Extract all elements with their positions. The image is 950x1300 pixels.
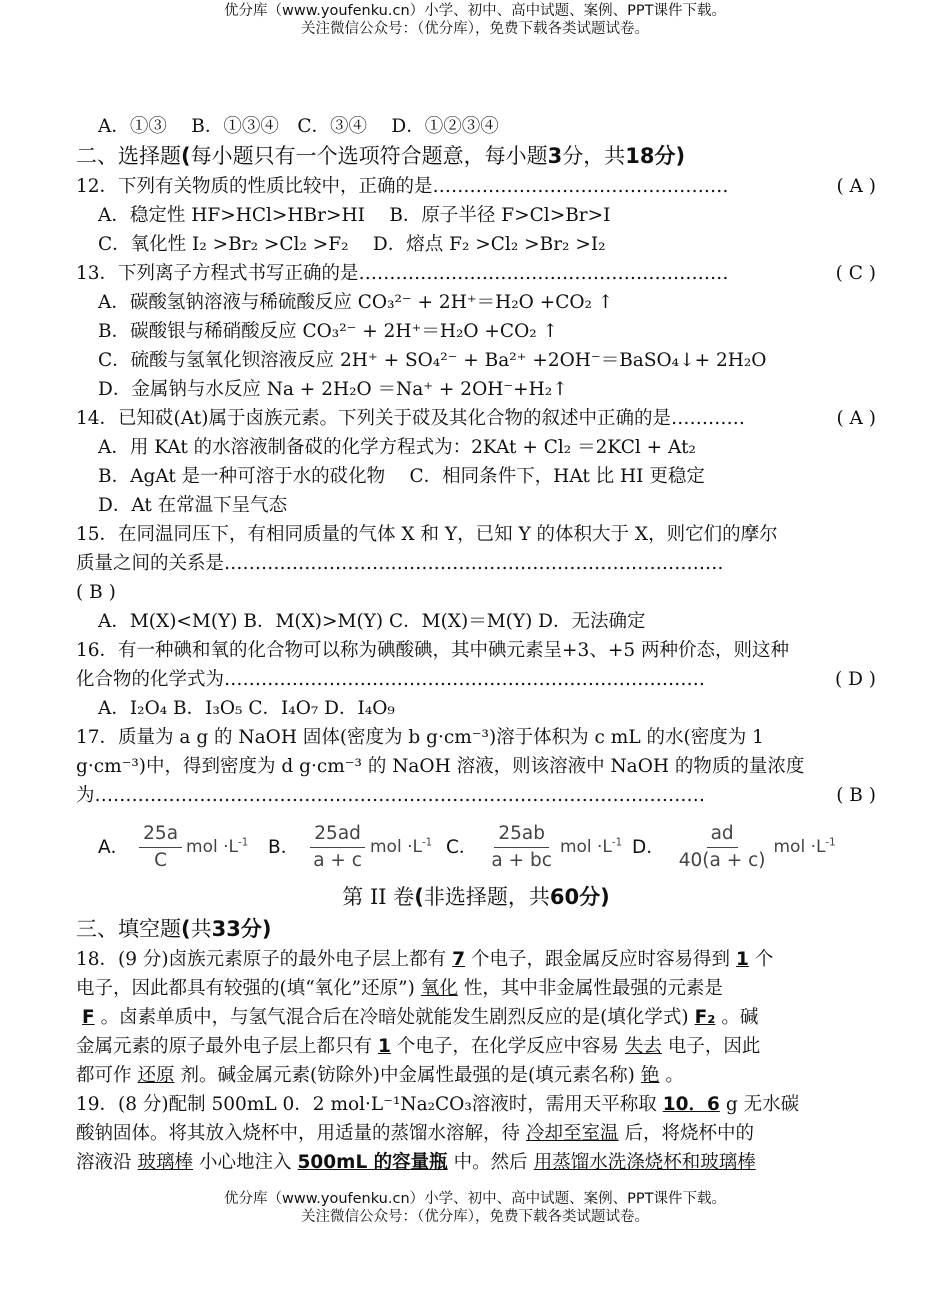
- q16-stem-1: 16．有一种碘和氧的化合物可以称为碘酸碘，其中碘元素呈+3、+5 两种价态，则这种: [76, 640, 789, 661]
- q17-option-d-denominator: 40(a + c): [678, 849, 766, 871]
- q12-stem-text: 12．下列有关物质的性质比较中，正确的是…………………………………………: [76, 176, 729, 197]
- q18-blank-7: 失去: [624, 1036, 662, 1057]
- part-2-heading: [76, 880, 876, 914]
- q18-text: 。: [665, 1065, 684, 1086]
- q18-text: 。碱: [721, 1007, 759, 1028]
- q19-text: 酸钠固体。将其放入烧杯中，用适量的蒸馏水溶解，待: [76, 1123, 521, 1144]
- q17-option-b-unit: [370, 833, 432, 862]
- q19-blank-1: 10．6: [662, 1094, 720, 1115]
- q17-option-b-numerator: 25ad: [310, 822, 365, 848]
- part-2-note: 非选择题，共: [423, 885, 550, 909]
- q17-option-b-label: B．: [268, 836, 300, 858]
- q19-text: 小心地注入: [199, 1152, 292, 1173]
- q19-text: 后，将烧杯中的: [624, 1123, 755, 1144]
- q18-text: 18．(9 分)卤族元素原子的最外电子层上都有: [76, 949, 447, 970]
- q17-option-c-label: C．: [446, 836, 478, 858]
- section-2-total: 18: [625, 144, 655, 168]
- part-2-points: 60: [549, 885, 580, 909]
- q17-option-a-fraction: [139, 822, 182, 873]
- q17-stem-3: [76, 781, 876, 810]
- q16-answer: ( D ): [834, 669, 876, 690]
- unit-text: mol ·L: [559, 836, 612, 857]
- q18-text: 金属元素的原子最外电子层上都只有: [76, 1036, 373, 1057]
- q12-options-ab: [76, 201, 876, 230]
- q19-blank-3: 玻璃棒: [137, 1152, 194, 1173]
- q13-option-c: C．硫酸与氢氧化钡溶液反应 2H⁺ + SO₄²⁻ + Ba²⁺ +2OH⁻＝BaSO₄↓+ 2H₂O: [98, 350, 767, 371]
- unit-exponent: -1: [611, 836, 623, 848]
- unit-text: mol ·L: [186, 836, 239, 857]
- q17-option-d-numerator: ad: [707, 822, 738, 848]
- q18-line-4: [76, 1032, 876, 1061]
- q16-options: A．I₂O₄ B．I₃O₅ C．I₄O₇ D．I₄O₉: [98, 698, 395, 719]
- q17-answer: ( B ): [836, 785, 876, 806]
- q14-option-d: D．At 在常温下呈气态: [98, 495, 288, 516]
- section-2-note-c: 分，共: [562, 144, 626, 168]
- q19-text: 溶液沿: [76, 1152, 132, 1173]
- unit-text: mol ·L: [369, 836, 422, 857]
- q12-option-c: C．氧化性 I₂ >Br₂ >Cl₂ >F₂: [98, 234, 349, 255]
- q19-line-2: [76, 1119, 876, 1148]
- q17-option-d: [632, 818, 836, 876]
- q13-stem-text: 13．下列离子方程式书写正确的是……………………………………………………: [76, 263, 729, 284]
- q19-text: 19．(8 分)配制 500mL 0．2 mol·L⁻¹Na₂CO₃溶液时，需用天平称取: [76, 1094, 657, 1115]
- section-2-title: 二、选择题: [76, 144, 181, 168]
- unit-exponent: -1: [421, 836, 433, 848]
- footer-line-1: 优分库（www.youfenku.cn）小学、初中、高中试题、案例、PPT课件下载。: [224, 1191, 726, 1207]
- section-2-paren: (: [181, 144, 191, 168]
- q19-blank-5: 用蒸馏水洗涤烧杯和玻璃棒: [533, 1152, 756, 1173]
- q16-stem-2: [76, 665, 876, 694]
- header-line-2: 关注微信公众号：（优分库），免费下载各类试题试卷。: [301, 21, 649, 37]
- unit-exponent: -1: [825, 836, 836, 848]
- q14-answer: ( A ): [836, 408, 876, 429]
- q18-line-2: [76, 974, 876, 1003]
- q18-text: 个电子，在化学反应中容易: [396, 1036, 619, 1057]
- unit-text: mol ·L: [773, 836, 826, 857]
- q18-blank-8: 还原: [137, 1065, 175, 1086]
- q19-text: 中。然后: [453, 1152, 528, 1173]
- q18-text: 电子，因此: [667, 1036, 761, 1057]
- q12-stem: [76, 172, 876, 201]
- q18-text: 电子，因此都具有较强的(填“氧化”还原”): [76, 978, 415, 999]
- q18-text: 剂。碱金属元素(钫除外)中金属性最强的是(填元素名称): [180, 1065, 635, 1086]
- part-2-paren: (: [414, 885, 424, 909]
- section-3-close: 分): [240, 917, 272, 941]
- q18-line-1: [76, 945, 876, 974]
- section-3-note: 共: [190, 917, 212, 941]
- q18-line-3: [76, 1003, 876, 1032]
- q17-option-d-unit: [774, 833, 836, 862]
- q17-option-a-numerator: 25a: [139, 822, 182, 848]
- q17-option-a-denominator: C: [154, 849, 168, 871]
- section-3-paren: (: [181, 917, 191, 941]
- q18-blank-4: F: [82, 1007, 95, 1028]
- q17-stem-2: g·cm⁻³)中，得到密度为 d g·cm⁻³ 的 NaOH 溶液，则该溶液中 NaOH 的物质的量浓度: [76, 756, 805, 777]
- q17-option-d-label: D．: [632, 836, 665, 858]
- q15-stem-1: 15．在同温同压下，有相同质量的气体 X 和 Y，已知 Y 的体积大于 X，则它们的摩尔: [76, 524, 778, 545]
- q17-options: [76, 818, 876, 876]
- q13-stem: [76, 259, 876, 288]
- q19-blank-2: 冷却至室温: [526, 1123, 619, 1144]
- q16-stem-2-text: 化合物的化学式为……………………………………………………………………: [76, 669, 706, 690]
- q17-option-b-fraction: [309, 822, 366, 873]
- q12-option-d: D．熔点 F₂ >Cl₂ >Br₂ >I₂: [372, 234, 606, 255]
- header-line-1: 优分库（www.youfenku.cn）小学、初中、高中试题、案例、PPT课件下载。: [224, 3, 726, 19]
- q12-option-a: A．稳定性 HF>HCl>HBr>HI: [98, 205, 365, 226]
- q17-option-c-denominator: a + bc: [491, 849, 552, 871]
- q18-text: 个: [754, 949, 774, 970]
- section-3-title: 三、填空题: [76, 917, 181, 941]
- q15-answer: ( B ): [76, 582, 116, 603]
- q17-stem-1: 17．质量为 a g 的 NaOH 固体(密度为 b g·cm⁻³)溶于体积为 c mL 的水(密度为 1: [76, 727, 764, 748]
- q17-option-b-denominator: a + c: [313, 849, 362, 871]
- q17-option-d-fraction: [675, 822, 770, 873]
- q17-option-c-numerator: 25ab: [494, 822, 549, 848]
- page-footer: [0, 1190, 950, 1226]
- q19-text: g 无水碳: [725, 1094, 800, 1115]
- section-2-note: 每小题只有一个选项符合题意，每小题: [190, 144, 548, 168]
- q17-stem-3-text: 为………………………………………………………………………………………: [76, 785, 706, 806]
- q14-stem: [76, 404, 876, 433]
- q18-blank-9: 铯: [640, 1065, 660, 1086]
- q13-answer: ( C ): [835, 263, 876, 284]
- q19-line-3: [76, 1148, 876, 1177]
- footer-line-2: 关注微信公众号：（优分库），免费下载各类试题试卷。: [301, 1209, 649, 1225]
- q13-option-d: D．金属钠与水反应 Na + 2H₂O ＝Na⁺ + 2OH⁻+H₂↑: [98, 379, 568, 400]
- q18-text: 个电子，跟金属反应时容易得到: [471, 949, 731, 970]
- section-2-note-d: 分): [654, 144, 686, 168]
- exam-content: [76, 112, 876, 1177]
- q18-line-5: [76, 1061, 876, 1090]
- page-header: [0, 2, 950, 38]
- section-3-heading: [76, 914, 876, 945]
- q17-option-c-fraction: [487, 822, 556, 873]
- q13-option-a: A．碳酸氢钠溶液与稀硫酸反应 CO₃²⁻ + 2H⁺＝H₂O +CO₂ ↑: [98, 292, 614, 313]
- section-2-heading: [76, 141, 876, 172]
- q18-blank-5: F₂: [694, 1007, 716, 1028]
- q17-option-a: [98, 818, 248, 876]
- q13-option-b: B．碳酸银与稀硝酸反应 CO₃²⁻ + 2H⁺＝H₂O +CO₂ ↑: [98, 321, 559, 342]
- q15-stem-2: 质量之间的关系是………………………………………………………………………: [76, 553, 724, 574]
- q17-option-b: [268, 818, 432, 876]
- q12-option-b: B．原子半径 F>Cl>Br>I: [389, 205, 611, 226]
- q12-options-cd: [76, 230, 876, 259]
- q17-option-c: [446, 818, 622, 876]
- q18-blank-3: 氧化: [420, 978, 458, 999]
- section-3-points: 33: [211, 917, 241, 941]
- q19-line-1: [76, 1090, 876, 1119]
- q17-option-a-unit: [186, 833, 248, 862]
- q18-blank-2: 1: [736, 949, 749, 970]
- q19-blank-4: 500mL 的容量瓶: [297, 1152, 448, 1173]
- q14-option-a: A．用 KAt 的水溶液制备砹的化学方程式为：2KAt + Cl₂ ＝2KCl + At₂: [98, 437, 696, 458]
- q14-stem-text: 14．已知砹(At)属于卤族元素。下列关于砹及其化合物的叙述中正确的是…………: [76, 408, 745, 429]
- q17-option-a-label: A．: [98, 836, 130, 858]
- q18-blank-1: 7: [452, 949, 466, 970]
- q18-text: 都可作: [76, 1065, 132, 1086]
- q12-answer: ( A ): [836, 176, 876, 197]
- part-2-title: 第 II 卷: [342, 885, 415, 909]
- q17-option-c-unit: [560, 833, 622, 862]
- q18-blank-6: 1: [378, 1036, 391, 1057]
- q14-option-bc: B．AgAt 是一种可溶于水的砹化物 C．相同条件下，HAt 比 HI 更稳定: [98, 466, 705, 487]
- q18-text: 。卤素单质中，与氢气混合后在冷暗处就能发生剧烈反应的是(填化学式): [100, 1007, 689, 1028]
- part-2-close: 分): [579, 885, 610, 909]
- q11-options: A．①③ B．①③④ C．③④ D．①②③④: [98, 116, 499, 137]
- q18-text: 性，其中非金属性最强的元素是: [463, 978, 723, 999]
- section-2-points: 3: [547, 144, 563, 168]
- q15-options: A．M(X)<M(Y) B．M(X)>M(Y) C．M(X)＝M(Y) D．无法确定: [98, 611, 646, 632]
- unit-exponent: -1: [238, 836, 249, 848]
